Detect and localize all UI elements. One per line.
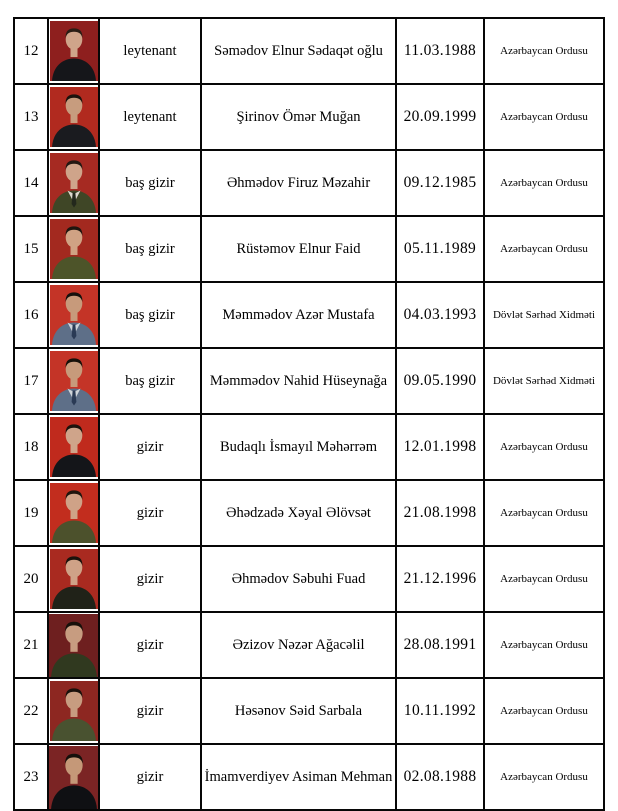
row-number: 20	[23, 570, 39, 587]
photo-cell	[48, 414, 99, 480]
person-name: Məmmədov Nahid Hüseynağa	[209, 372, 388, 389]
photo-cell	[48, 84, 99, 150]
servicemen-roster-table	[13, 17, 605, 811]
service-label: Azərbaycan Ordusu	[500, 771, 588, 783]
row-number-cell	[14, 414, 48, 480]
row-number-cell	[14, 612, 48, 678]
name-cell	[201, 612, 396, 678]
photo-cell	[48, 744, 99, 810]
photo-cell	[48, 216, 99, 282]
portrait-photo	[50, 87, 98, 147]
row-number-cell	[14, 150, 48, 216]
service-cell	[484, 150, 604, 216]
birthdate: 11.03.1988	[403, 42, 477, 59]
row-number-cell	[14, 480, 48, 546]
service-label: Azərbaycan Ordusu	[500, 441, 588, 453]
name-cell	[201, 546, 396, 612]
service-cell	[484, 678, 604, 744]
rank-cell	[99, 414, 201, 480]
portrait-photo	[50, 219, 98, 279]
table-row	[14, 84, 604, 150]
name-cell	[201, 348, 396, 414]
portrait-illustration	[50, 549, 98, 609]
birthdate: 12.01.1998	[403, 438, 477, 455]
service-label: Azərbaycan Ordusu	[500, 639, 588, 651]
birthdate: 09.12.1985	[403, 174, 477, 191]
table-row	[14, 414, 604, 480]
rank-cell	[99, 348, 201, 414]
person-name: Həsənov Səid Sarbala	[234, 702, 363, 719]
portrait-illustration	[50, 21, 98, 81]
service-label: Azərbaycan Ordusu	[500, 243, 588, 255]
row-number-cell	[14, 546, 48, 612]
service-cell	[484, 18, 604, 84]
service-label: Azərbaycan Ordusu	[500, 111, 588, 123]
row-number-cell	[14, 744, 48, 810]
birthdate: 21.12.1996	[403, 570, 477, 587]
name-cell	[201, 216, 396, 282]
row-number: 13	[23, 108, 39, 125]
rank-label: leytenant	[123, 108, 177, 125]
birthdate: 04.03.1993	[403, 306, 477, 323]
service-cell	[484, 348, 604, 414]
portrait-photo	[50, 483, 98, 543]
birthdate-cell	[396, 612, 484, 678]
name-cell	[201, 282, 396, 348]
row-number: 21	[23, 636, 39, 653]
service-label: Azərbaycan Ordusu	[500, 705, 588, 717]
row-number: 14	[23, 174, 39, 191]
portrait-photo	[50, 417, 98, 477]
rank-cell	[99, 480, 201, 546]
rank-label: gizir	[136, 768, 164, 785]
birthdate-cell	[396, 744, 484, 810]
birthdate: 10.11.1992	[403, 702, 477, 719]
row-number: 19	[23, 504, 39, 521]
rank-cell	[99, 18, 201, 84]
row-number: 12	[23, 42, 39, 59]
table-row	[14, 216, 604, 282]
row-number-cell	[14, 18, 48, 84]
person-name: Əhmədov Səbuhi Fuad	[231, 570, 366, 587]
service-label: Azərbaycan Ordusu	[500, 507, 588, 519]
row-number-cell	[14, 348, 48, 414]
person-name: Əzizov Nəzər Ağacəlil	[232, 636, 365, 653]
name-cell	[201, 744, 396, 810]
birthdate-cell	[396, 414, 484, 480]
portrait-photo	[50, 21, 98, 81]
service-label: Azərbaycan Ordusu	[500, 45, 588, 57]
birthdate: 02.08.1988	[403, 768, 477, 785]
table-row	[14, 612, 604, 678]
rank-label: baş gizir	[125, 240, 175, 257]
birthdate-cell	[396, 546, 484, 612]
portrait-photo	[50, 285, 98, 345]
portrait-illustration	[49, 614, 99, 677]
rank-label: gizir	[136, 504, 164, 521]
row-number-cell	[14, 678, 48, 744]
portrait-photo	[50, 153, 98, 213]
rank-cell	[99, 744, 201, 810]
service-label: Dövlət Sərhəd Xidməti	[492, 309, 596, 321]
portrait-photo	[50, 351, 98, 411]
portrait-illustration	[50, 417, 98, 477]
portrait-photo	[50, 681, 98, 741]
photo-cell	[48, 348, 99, 414]
person-name: Məmmədov Azər Mustafa	[222, 306, 375, 323]
service-label: Dövlət Sərhəd Xidməti	[492, 375, 596, 387]
portrait-illustration	[50, 285, 98, 345]
birthdate-cell	[396, 480, 484, 546]
person-name: Budaqlı İsmayıl Məhərrəm	[219, 438, 378, 455]
table-row	[14, 480, 604, 546]
photo-cell	[48, 678, 99, 744]
birthdate-cell	[396, 18, 484, 84]
table-row	[14, 546, 604, 612]
row-number: 18	[23, 438, 39, 455]
portrait-illustration	[50, 153, 98, 213]
birthdate-cell	[396, 678, 484, 744]
name-cell	[201, 678, 396, 744]
person-name: Səmədov Elnur Sədaqət oğlu	[214, 42, 383, 59]
table-body	[14, 18, 604, 810]
portrait-illustration	[50, 483, 98, 543]
birthdate-cell	[396, 348, 484, 414]
birthdate: 21.08.1998	[403, 504, 477, 521]
name-cell	[201, 18, 396, 84]
photo-cell	[48, 150, 99, 216]
portrait-photo	[50, 549, 98, 609]
service-cell	[484, 216, 604, 282]
birthdate: 20.09.1999	[403, 108, 477, 125]
rank-label: baş gizir	[125, 372, 175, 389]
person-name: İmamverdiyev Asiman Mehman	[204, 768, 393, 785]
table-row	[14, 18, 604, 84]
photo-cell	[48, 612, 99, 678]
row-number-cell	[14, 84, 48, 150]
birthdate: 09.05.1990	[403, 372, 477, 389]
table-row	[14, 744, 604, 810]
rank-cell	[99, 150, 201, 216]
row-number: 16	[23, 306, 39, 323]
portrait-illustration	[49, 746, 99, 809]
person-name: Əhmədov Firuz Məzahir	[226, 174, 371, 191]
row-number: 15	[23, 240, 39, 257]
rank-cell	[99, 84, 201, 150]
portrait-photo	[49, 746, 99, 809]
birthdate-cell	[396, 282, 484, 348]
photo-cell	[48, 546, 99, 612]
person-name: Rüstəmov Elnur Faid	[236, 240, 361, 257]
person-name: Şirinov Ömər Muğan	[236, 108, 361, 125]
rank-cell	[99, 546, 201, 612]
service-label: Azərbaycan Ordusu	[500, 573, 588, 585]
rank-label: gizir	[136, 570, 164, 587]
rank-label: gizir	[136, 636, 164, 653]
rank-cell	[99, 216, 201, 282]
rank-label: baş gizir	[125, 174, 175, 191]
table-row	[14, 282, 604, 348]
table-row	[14, 348, 604, 414]
service-label: Azərbaycan Ordusu	[500, 177, 588, 189]
rank-label: gizir	[136, 702, 164, 719]
birthdate-cell	[396, 84, 484, 150]
name-cell	[201, 480, 396, 546]
birthdate: 28.08.1991	[403, 636, 477, 653]
birthdate-cell	[396, 216, 484, 282]
portrait-illustration	[50, 681, 98, 741]
portrait-illustration	[50, 87, 98, 147]
row-number: 17	[23, 372, 39, 389]
rank-cell	[99, 282, 201, 348]
service-cell	[484, 414, 604, 480]
table-row	[14, 678, 604, 744]
birthdate-cell	[396, 150, 484, 216]
name-cell	[201, 84, 396, 150]
photo-cell	[48, 480, 99, 546]
service-cell	[484, 612, 604, 678]
name-cell	[201, 414, 396, 480]
birthdate: 05.11.1989	[403, 240, 477, 257]
rank-label: gizir	[136, 438, 164, 455]
rank-cell	[99, 678, 201, 744]
photo-cell	[48, 282, 99, 348]
rank-cell	[99, 612, 201, 678]
row-number-cell	[14, 216, 48, 282]
rank-label: leytenant	[123, 42, 177, 59]
row-number-cell	[14, 282, 48, 348]
rank-label: baş gizir	[125, 306, 175, 323]
photo-cell	[48, 18, 99, 84]
service-cell	[484, 282, 604, 348]
table-row	[14, 150, 604, 216]
row-number: 22	[23, 702, 39, 719]
service-cell	[484, 744, 604, 810]
portrait-photo	[49, 614, 99, 677]
portrait-illustration	[50, 351, 98, 411]
row-number: 23	[23, 768, 39, 785]
service-cell	[484, 480, 604, 546]
name-cell	[201, 150, 396, 216]
service-cell	[484, 546, 604, 612]
person-name: Əhədzadə Xəyal Əlövsət	[226, 504, 371, 521]
service-cell	[484, 84, 604, 150]
portrait-illustration	[50, 219, 98, 279]
